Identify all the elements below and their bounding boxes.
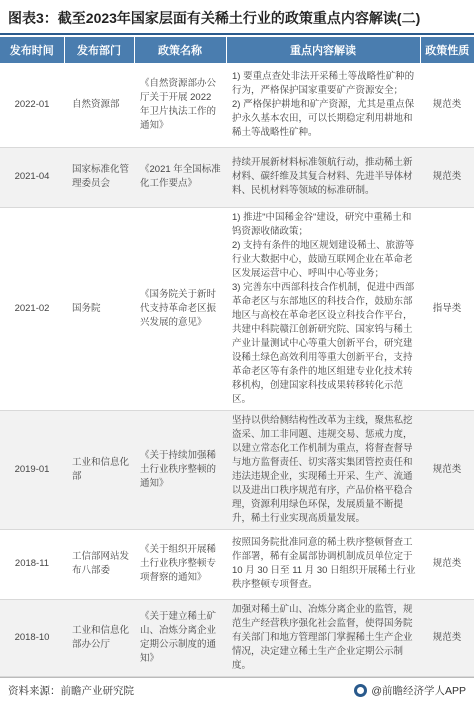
row-key-points: 持续开展新材料标准领航行动，推动稀土新材料、碳纤维及其复合材料、先进半导体材料、民机材料等领域的标准研制。 [226,147,420,207]
footer [0,677,474,702]
row-nature: 规范类 [420,599,474,676]
row-key-points: 1) 要重点查处非法开采稀土等战略性矿种的行为，严格保护国家重要矿产资源安全； 2) 严格保护耕地和矿产资源，尤其是重点保护永久基本农田，可以长期稳定利用耕地和稀土等战略性矿种。 [226,63,420,147]
table-header-row [0,37,474,63]
row-policy-name: 《关于组织开展稀土行业秩序整顿专项督察的通知》 [134,529,226,599]
row-key-points: 加强对稀土矿山、冶炼分离企业的监管，规范生产经营秩序强化社会监督，使得国务院有关部门和地方管理部门掌握稀土生产企业情况，决定建立稀土生产企业定期公示制度。 [226,599,420,676]
row-dept: 工业和信息化部办公厅 [64,599,134,676]
row-policy-name: 《国务院关于新时代支持革命老区振兴发展的意见》 [134,207,226,410]
source-note: 资料来源：前瞻产业研究院 [8,685,134,697]
row-dept: 工业和信息化部 [64,410,134,529]
row-date: 2019-01 [0,410,64,529]
table-row [0,63,474,147]
row-nature: 规范类 [420,529,474,599]
row-nature: 规范类 [420,63,474,147]
brand-text: @前瞻经济学人APP [371,685,466,697]
table-row [0,147,474,207]
row-policy-name: 《2021 年全国标准化工作要点》 [134,147,226,207]
header-date: 发布时间 [0,37,64,63]
header-policy-name: 政策名称 [134,37,226,63]
row-dept: 自然资源部 [64,63,134,147]
title-divider [0,33,474,35]
row-key-points: 坚持以供给侧结构性改革为主线，聚焦私挖盗采、加工非同题、违规交易、惩戒力度，以建立常态化工作机制为重点，将督查督导与地方监督责任、切实落实集团管控责任和违法违规企业，实现稀土开采、生产、流通以及进出口秩序规范有序，产品价格平稳合理，资源利用绿色环保，发展质量不断提升，稀土行业实现高质量发展。 [226,410,420,529]
chart-title: 图表3：截至2023年国家层面有关稀土行业的政策重点内容解读(二) [8,10,421,26]
table-row [0,599,474,676]
brand-credit [354,683,466,698]
row-dept: 工信部网站发布八部委 [64,529,134,599]
row-date: 2021-02 [0,207,64,410]
table-row [0,207,474,410]
header-dept: 发布部门 [64,37,134,63]
table-row [0,410,474,529]
row-date: 2018-11 [0,529,64,599]
policy-table [0,37,474,677]
row-nature: 规范类 [420,410,474,529]
header-nature: 政策性质 [420,37,474,63]
row-key-points: 1) 推进"中国稀金谷"建设，研究中重稀土和钨资源收储政策； 2) 支持有条件的地区规划建设稀土、旅游等行业大数据中心，鼓励互联网企业在革命老区发展运营中心、呼叫中心等业务； 3) 完善东中西部科技合作机制，促进中西部革命老区与东部地区的科技合作，鼓励东部地区与高校在革命老区设立科技合作平台，共建中科院赣江创新研究院、国家钨与稀土产业计量测试中心等重大创新平台，研究建设稀土绿色高效利用等重大创新平台，支持革命老区等有条件的地区组建专业化技术转移机构，创建国家科技成果转移转化示范区。 [226,207,420,410]
row-policy-name: 《关于持续加强稀土行业秩序整顿的通知》 [134,410,226,529]
row-key-points: 按照国务院批准同意的稀土秩序整顿督查工作部署，稀有金属部协调机制成员单位定于 10 月 30 日至 11 月 30 日组织开展稀土行业秩序整顿专项督查。 [226,529,420,599]
row-dept: 国家标准化管理委员会 [64,147,134,207]
row-dept: 国务院 [64,207,134,410]
header-key-points: 重点内容解读 [226,37,420,63]
row-policy-name: 《关于建立稀土矿山、冶炼分离企业定期公示制度的通知》 [134,599,226,676]
row-date: 2018-10 [0,599,64,676]
row-nature: 规范类 [420,147,474,207]
table-row [0,529,474,599]
qianzhan-logo-icon [354,684,367,697]
row-date: 2022-01 [0,63,64,147]
row-nature: 指导类 [420,207,474,410]
row-policy-name: 《自然资源部办公厅关于开展 2022 年卫片执法工作的通知》 [134,63,226,147]
row-date: 2021-04 [0,147,64,207]
